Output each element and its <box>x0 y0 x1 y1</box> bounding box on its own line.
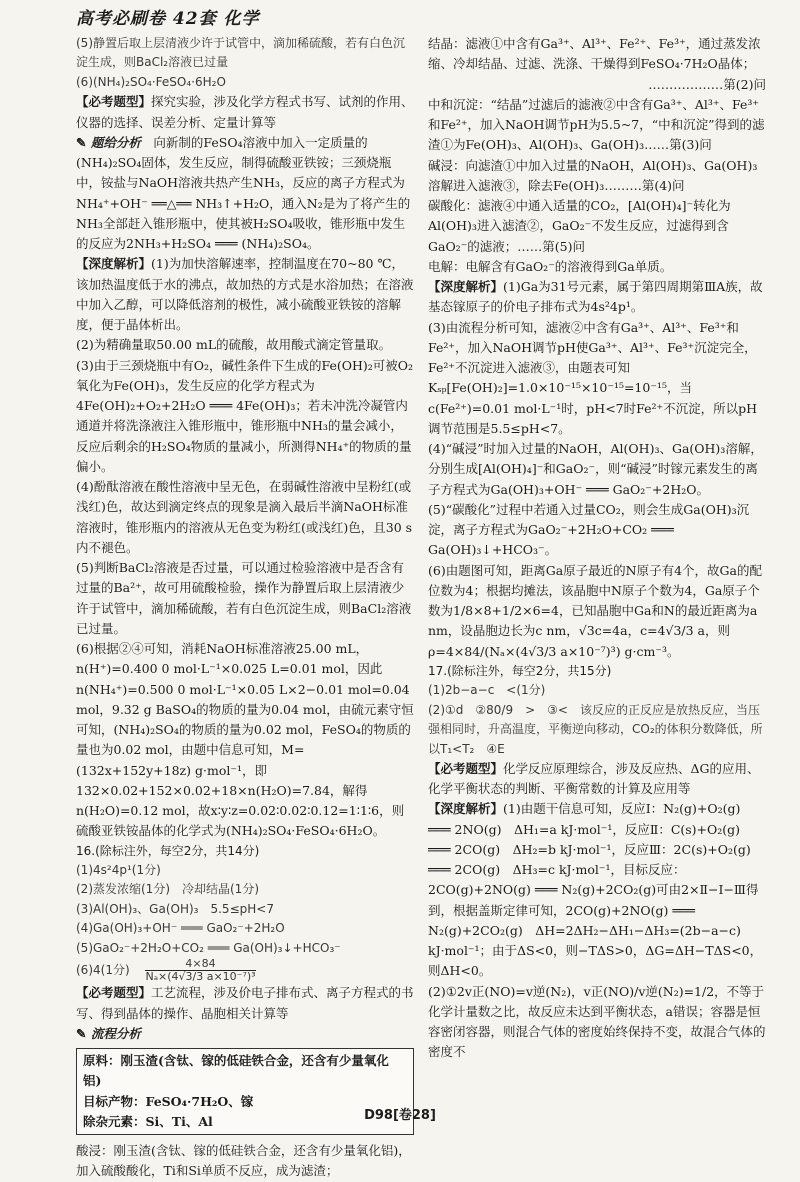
flow-step: 酸浸：刚玉渣(含钛、镓的低硅铁合金，还含有少量氧化铝)，加入硫酸酸化，Ti和Si单质不反应，成为滤渣； <box>76 1143 411 1179</box>
pen-icon: ✎ <box>76 1025 87 1041</box>
answer-line: (6)4(1分) $\frac{4\times 84}{\text{Nₐ×(4√3/3 a×10⁻⁷)³}}$ <box>76 957 256 984</box>
page-footer: D98[卷28] <box>364 1108 436 1123</box>
flow-step: 碱浸：向滤渣①中加入过量的NaOH，Al(OH)₃、Ga(OH)₃溶解进入滤液③，除去Fe(OH)₃………第(4)问 <box>428 157 758 193</box>
answer-line: (3)Al(OH)₃、Ga(OH)₃ 5.5≤pH<7 <box>76 901 274 916</box>
analysis-paragraph: (4)“碱浸”时加入过量的NaOH，Al(OH)₃、Ga(OH)₃溶解，分别生成[Al(OH)₄]⁻和GaO₂⁻，则“碱浸”时镓元素发生的离子方程式为Ga(OH)₃+OH⁻ ═══ GaO₂⁻+2H₂O。 <box>428 441 763 497</box>
analysis-paragraph: (3)由流程分析可知，滤液②中含有Ga³⁺、Al³⁺、Fe³⁺和Fe²⁺，加入NaOH调节pH使Ga³⁺、Al³⁺、Fe³⁺沉淀完全，Fe²⁺不沉淀进入滤液③，由题表可知Kₛₚ[Fe(OH)₂]=1.0×10⁻¹⁵×10⁻¹⁵=10⁻¹⁵，当c(Fe²⁺)=0.01 mol·L⁻¹时，pH<7时Fe²⁺不沉淀，所以pH调节范围是5.5≤pH<7。 <box>428 319 758 436</box>
analysis-paragraph: (4)酚酞溶液在酸性溶液中呈无色，在弱碱性溶液中呈粉红(或浅红)色，故达到滴定终点的现象是滴入最后半滴NaOH标准溶液时，锥形瓶内的溶液从无色变为粉红(或浅红)色，且30 s内不褪色。 <box>76 479 413 555</box>
answer-line: (6)(NH₄)₂SO₄·FeSO₄·6H₂O <box>76 74 226 89</box>
answer-line: (5)静置后取上层清液少许于试管中，滴加稀硫酸，若有白色沉淀生成，则BaCl₂溶液已过量 <box>76 36 406 70</box>
analysis-paragraph: (5)判断BaCl₂溶液是否过量，可以通过检验溶液中是否含有过量的Ba²⁺，故可用硫酸检验，操作为静置后取上层清液少许于试管中，滴加稀硫酸，若有白色沉淀生成，则BaCl₂溶液已过量。 <box>76 560 412 636</box>
answer-line: (2)蒸发浓缩(1分) 冷却结晶(1分) <box>76 882 259 897</box>
flow-step: 中和沉淀：“结晶”过滤后的滤液②中含有Ga³⁺、Al³⁺、Fe³⁺和Fe²⁺，加入NaOH调节pH为5.5~7，“中和沉淀”得到的滤渣①为Fe(OH)₃、Al(OH)₃、Ga(OH)₃……第(3)问 <box>428 96 765 153</box>
left-column <box>76 34 414 1182</box>
question-16-header: 16.(除标注外，每空2分，共14分) <box>76 843 260 858</box>
answer-line: (4)Ga(OH)₃+OH⁻ ═══ GaO₂⁻+2H₂O <box>76 921 285 936</box>
page-header: 高考必刷卷 42套 化学 <box>76 9 260 29</box>
flow-step: 碳酸化：滤液④中通入适量的CO₂，[Al(OH)₄]⁻转化为Al(OH)₃进入滤渣②，GaO₂⁻不发生反应，过滤得到含GaO₂⁻的滤液；……第(5)问 <box>428 198 731 254</box>
box-line: 原料：刚玉渣(含钛、镓的低硅铁合金，还含有少量氧化铝) <box>83 1053 389 1089</box>
analysis-paragraph: (2)为精确量取50.00 mL的硫酸，故用酸式滴定管量取。 <box>76 337 392 353</box>
bikao-section: 【必考题型】化学反应原理综合，涉及反应热、ΔG的应用、化学平衡状态的判断、平衡常数的计算及应用等 <box>428 760 760 797</box>
tiyi-section: ✎ 题给分析 向新制的FeSO₄溶液中加入一定质量的(NH₄)₂SO₄固体，发生反应，制得硫酸亚铁铵；三颈烧瓶中，铵盐与NaOH溶液共热产生NH₃，反应的离子方程式为 <box>76 134 405 191</box>
answer-line: (2)①d ②80/9 > ③< 该反应的正反应是放热反应，当压强相同时，升高温度，平衡逆向移动，CO₂的体积分数降低，所以T₁<T₂ ④E <box>428 702 763 756</box>
shendu-section: 【深度解析】(1)Ga为31号元素，属于第四周期第ⅢA族，故基态镓原子的价电子排布式为4s²4p¹。 <box>428 279 763 315</box>
analysis-paragraph: (3)由于三颈烧瓶中有O₂，碱性条件下生成的Fe(OH)₂可被O₂氧化为Fe(OH)₃，发生反应的化学方程式为4Fe(OH)₂+O₂+2H₂O ═══ 4Fe(OH)₃；若未冲洗冷凝管内通道并将洗涤液注入锥形瓶中，锥形瓶中NH₃的量会减小，反应后剩余的H₂SO₄物质的量减小，所测得NH₄⁺的物质的量偏小。 <box>76 357 414 474</box>
answer-line: (5)GaO₂⁻+2H₂O+CO₂ ═══ Ga(OH)₃↓+HCO₃⁻ <box>76 940 341 955</box>
shendu-section: 【深度解析】(1)由题干信息可知，反应Ⅰ：N₂(g)+O₂(g) ═══ 2NO(g) ΔH₁=a kJ·mol⁻¹，反应Ⅱ：C(s)+O₂(g) ═══ 2CO(g) ΔH₂=b kJ·mol⁻¹，反应Ⅲ：2C(s)+O₂(g) ═══ 2CO(g) ΔH₃=c kJ·mol⁻¹，目标反应：2CO(g)+2NO(g) ═══ N₂(g)+2CO₂(g)可由2×Ⅱ−Ⅰ−Ⅲ得到，根据盖斯定律可知，2CO(g)+2NO(g) ═══ N₂(g)+2CO₂(g) ΔH=2ΔH₂−ΔH₁−ΔH₃=(2b−a−c) kJ·mol⁻¹；由于ΔS<0，则−TΔS>0，ΔG=ΔH−TΔS<0，则ΔH<0。 <box>428 801 763 979</box>
question-17-header: 17.(除标注外，每空2分，共15分) <box>428 663 612 678</box>
answer-line: (1)4s²4p¹(1分) <box>76 863 161 877</box>
analysis-paragraph: (6)根据②④可知，消耗NaOH标准溶液25.00 mL，n(H⁺)=0.400 0 mol·L⁻¹×0.025 L=0.01 mol，因此n(NH₄⁺)=0.500 0 mol·L⁻¹×0.05 L×2−0.01 mol=0.04 mol，9.32 g BaSO₄的物质的量为0.04 mol，由硫元素守恒可知，(NH₄)₂SO₄的物质的量为0.02 mol，FeSO₄的物质的量也为0.02 mol，由题中信息可知，M=(132x+152y+18z) g·mol⁻¹，即132×0.02+152×0.02+18×n(H₂O)=7.84，解得n(H₂O)=0.12 mol，故x∶y∶z=0.02∶0.02∶0.12=1∶1∶6，则硫酸亚铁铵晶体的化学式为(NH₄)₂SO₄·FeSO₄·6H₂O。 <box>76 641 414 839</box>
bikao-section: 【必考题型】工艺流程，涉及价电子排布式、离子方程式的书写、得到晶体的操作、晶胞相关计算等 <box>76 985 414 1021</box>
density-fraction: $\frac{4\times 84}{\text{Nₐ×(4√3/3 a×10⁻⁷)³}}$ <box>145 957 256 984</box>
analysis-paragraph: (5)“碳酸化”过程中若通入过量CO₂，则会生成Ga(OH)₃沉淀，离子方程式为GaO₂⁻+2H₂O+CO₂ ═══ Ga(OH)₃↓+HCO₃⁻。 <box>428 501 750 558</box>
analysis-paragraph: (6)由题图可知，距离Ga原子最近的N原子有4个，故Ga的配位数为4；根据均摊法，该晶胞中N原子个数为4，Ga原子个数为1/8×8+1/2×6=4，已知晶胞中Ga和N的最近距离为a nm，设晶胞边长为c nm，√3c=4a，c=4√3/3 a，则ρ=4×84/(Nₐ×(4√3/3 a×10⁻⁷)³) g·cm⁻³。 <box>428 562 762 659</box>
equation-line: NH₄⁺+OH⁻ ══△══ NH₃↑+H₂O，通入N₂是为了将产生的NH₃全部赶入锥形瓶中，使其被H₂SO₄吸收，锥形瓶中发生的反应为2NH₃+H₂SO₄ ═══ (NH₄)₂SO₄。 <box>76 195 411 252</box>
analysis-paragraph: (2)①2v正(NO)=v逆(N₂)，v正(NO)/v逆(N₂)=1/2，不等于化学计量数之比，故反应未达到平衡状态，a错误；容器是恒容密闭容器，则混合气体的密度始终保持不变，故混合气体的密度不 <box>428 983 766 1060</box>
bikao-section: 【必考题型】探究实验，涉及化学方程式书写、试剂的作用、仪器的选择、误差分析、定量计算等 <box>76 94 414 130</box>
pen-icon: ✎ <box>76 134 87 150</box>
liucheng-heading: ✎ 流程分析 <box>76 1025 141 1041</box>
question-mark: ………………第(2)问 <box>648 76 766 92</box>
answer-line: (1)2b−a−c <(1分) <box>428 683 546 698</box>
box-line: 目标产物：FeSO₄·7H₂O、镓 <box>83 1093 254 1109</box>
box-line: 除杂元素：Si、Ti、Al <box>83 1113 213 1129</box>
flow-step: 电解：电解含有GaO₂⁻的溶液得到Ga单质。 <box>428 258 673 274</box>
shendu-section: 【深度解析】(1)为加快溶解速率，控制温度在70~80 ℃，该加热温度低于水的沸点，故加热的方式是水浴加热；在溶液中加入乙醇，可以降低溶剂的极性，减小硫酸亚铁铵的溶解度，便于晶体析出。 <box>76 256 414 333</box>
flow-step: 结晶：滤液①中含有Ga³⁺、Al³⁺、Fe²⁺、Fe³⁺，通过蒸发浓缩、冷却结晶、过滤、洗涤、干燥得到FeSO₄·7H₂O晶体； <box>428 36 761 72</box>
right-column <box>428 34 766 1063</box>
